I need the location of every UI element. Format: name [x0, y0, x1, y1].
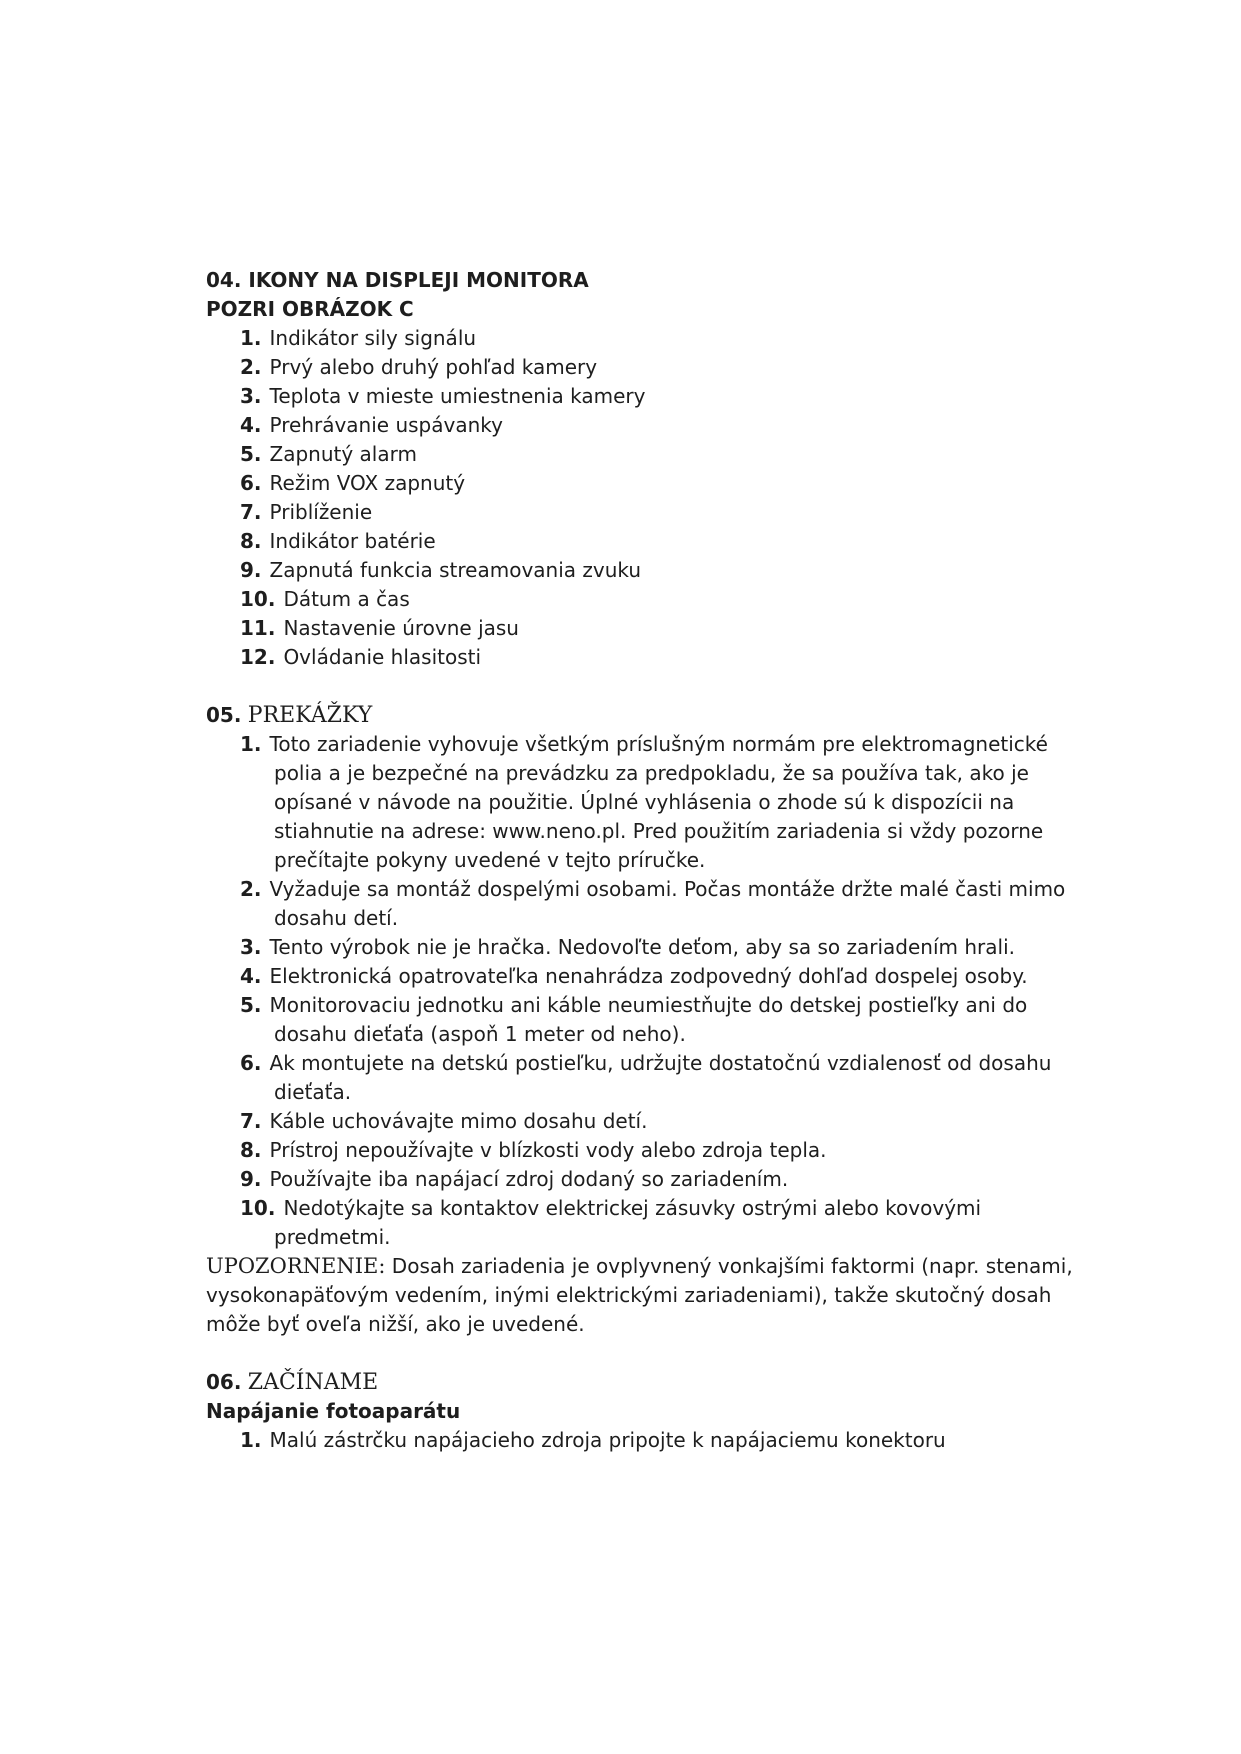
item-number: 9.: [240, 558, 262, 582]
item-text: Dátum a čas: [283, 587, 410, 611]
item-text: Nastavenie úrovne jasu: [283, 616, 519, 640]
item-text: Malú zástrčku napájacieho zdroja pripojte k napájaciemu konektoru: [269, 1428, 946, 1452]
list-item: [240, 1049, 1086, 1107]
item-text: Toto zariadenie vyhovuje všetkým príslušným normám pre elektromagnetické polia a je bezpečné na prevádzku za predpokladu, že sa používa tak, ako je opísané v návode na použitie. Úplné vyhlásenia o zhode sú k dispozícii na stiahnutie na adrese: www.neno.pl. Pred použitím zariadenia si vždy pozorne prečítajte pokyny uvedené v tejto príručke.: [269, 732, 1048, 872]
item-number: 7.: [240, 1109, 262, 1133]
list-item: [240, 556, 1086, 585]
item-text: Prehrávanie uspávanky: [269, 413, 503, 437]
item-number: 4.: [240, 413, 262, 437]
item-number: 5.: [240, 442, 262, 466]
item-text: Elektronická opatrovateľka nenahrádza zodpovedný dohľad dospelej osoby.: [269, 964, 1028, 988]
list-item: [240, 933, 1086, 962]
item-text: Nedotýkajte sa kontaktov elektrickej zásuvky ostrými alebo kovovými predmetmi.: [274, 1196, 982, 1249]
list-item: [240, 440, 1086, 469]
document-content: [206, 266, 1086, 1455]
item-text: Prvý alebo druhý pohľad kamery: [269, 355, 598, 379]
item-number: 10.: [240, 1196, 276, 1220]
item-text: Prístroj nepoužívajte v blízkosti vody alebo zdroja tepla.: [269, 1138, 827, 1162]
item-number: 3.: [240, 935, 262, 959]
item-text: Ovládanie hlasitosti: [283, 645, 482, 669]
warning-text: Dosah zariadenia je ovplyvnený vonkajšími faktormi (napr. stenami, vysokonapäťovým vedením, inými elektrickými zariadeniami), takže skutočný dosah môže byť oveľa nižší, ako je uvedené.: [206, 1254, 1073, 1336]
item-text: Vyžaduje sa montáž dospelými osobami. Počas montáže držte malé časti mimo dosahu detí.: [269, 877, 1066, 930]
item-number: 2.: [240, 877, 262, 901]
section-04-title: 04. IKONY NA DISPLEJI MONITORA: [206, 268, 589, 292]
list-item: [240, 469, 1086, 498]
section-icons: [206, 266, 1086, 672]
section-obstacles: [206, 701, 1086, 1339]
item-text: Zapnutá funkcia streamovania zvuku: [269, 558, 642, 582]
item-text: Zapnutý alarm: [269, 442, 417, 466]
item-number: 2.: [240, 355, 262, 379]
item-text: Indikátor sily signálu: [269, 326, 477, 350]
item-number: 1.: [240, 326, 262, 350]
section-06-heading: ZAČÍNAME: [247, 1370, 379, 1395]
section-spacer: [206, 1339, 1086, 1368]
list-item: [240, 875, 1086, 933]
item-number: 3.: [240, 384, 262, 408]
item-number: 7.: [240, 500, 262, 524]
list-item: [240, 962, 1086, 991]
section-getting-started: [206, 1368, 1086, 1455]
list-item: [240, 1136, 1086, 1165]
item-number: 6.: [240, 471, 262, 495]
list-item: [240, 991, 1086, 1049]
item-text: Používajte iba napájací zdroj dodaný so zariadením.: [269, 1167, 789, 1191]
item-text: Teplota v mieste umiestnenia kamery: [269, 384, 646, 408]
item-number: 1.: [240, 1428, 262, 1452]
item-number: 4.: [240, 964, 262, 988]
list-item: [240, 730, 1086, 875]
list-item: [240, 353, 1086, 382]
list-item: [240, 1426, 1086, 1455]
list-item: [240, 1194, 1086, 1252]
section-spacer: [206, 672, 1086, 701]
item-number: 8.: [240, 1138, 262, 1162]
warning-label: UPOZORNENIE:: [206, 1254, 386, 1278]
item-text: Režim VOX zapnutý: [269, 471, 466, 495]
list-item: [240, 643, 1086, 672]
item-text: Priblíženie: [269, 500, 373, 524]
safety-list: [206, 730, 1086, 1252]
item-number: 8.: [240, 529, 262, 553]
item-number: 12.: [240, 645, 276, 669]
item-number: 9.: [240, 1167, 262, 1191]
list-item: [240, 1165, 1086, 1194]
section-05-number: 05.: [206, 703, 242, 727]
warning-note: [206, 1252, 1086, 1339]
list-item: [240, 585, 1086, 614]
section-06-title: [206, 1368, 1086, 1397]
section-06-number: 06.: [206, 1370, 242, 1394]
list-item: [240, 411, 1086, 440]
item-text: Tento výrobok nie je hračka. Nedovoľte deťom, aby sa so zariadením hrali.: [269, 935, 1016, 959]
list-item: [240, 1107, 1086, 1136]
item-number: 5.: [240, 993, 262, 1017]
item-text: Monitorovaciu jednotku ani káble neumiestňujte do detskej postieľky ani do dosahu dieťaťa (aspoň 1 meter od neho).: [269, 993, 1028, 1046]
item-number: 6.: [240, 1051, 262, 1075]
item-text: Indikátor batérie: [269, 529, 436, 553]
item-number: 10.: [240, 587, 276, 611]
item-number: 1.: [240, 732, 262, 756]
section-04-subtitle: POZRI OBRÁZOK C: [206, 297, 414, 321]
item-text: Káble uchovávajte mimo dosahu detí.: [269, 1109, 648, 1133]
steps-list: [206, 1426, 1086, 1455]
list-item: [240, 498, 1086, 527]
list-item: [240, 527, 1086, 556]
list-item: [240, 324, 1086, 353]
item-text: Ak montujete na detskú postieľku, udržujte dostatočnú vzdialenosť od dosahu dieťaťa.: [269, 1051, 1052, 1104]
icon-list: [206, 324, 1086, 672]
item-number: 11.: [240, 616, 276, 640]
section-06-subtitle: Napájanie fotoaparátu: [206, 1399, 461, 1423]
section-05-title: [206, 701, 1086, 730]
list-item: [240, 614, 1086, 643]
list-item: [240, 382, 1086, 411]
section-05-heading: PREKÁŽKY: [247, 703, 373, 728]
